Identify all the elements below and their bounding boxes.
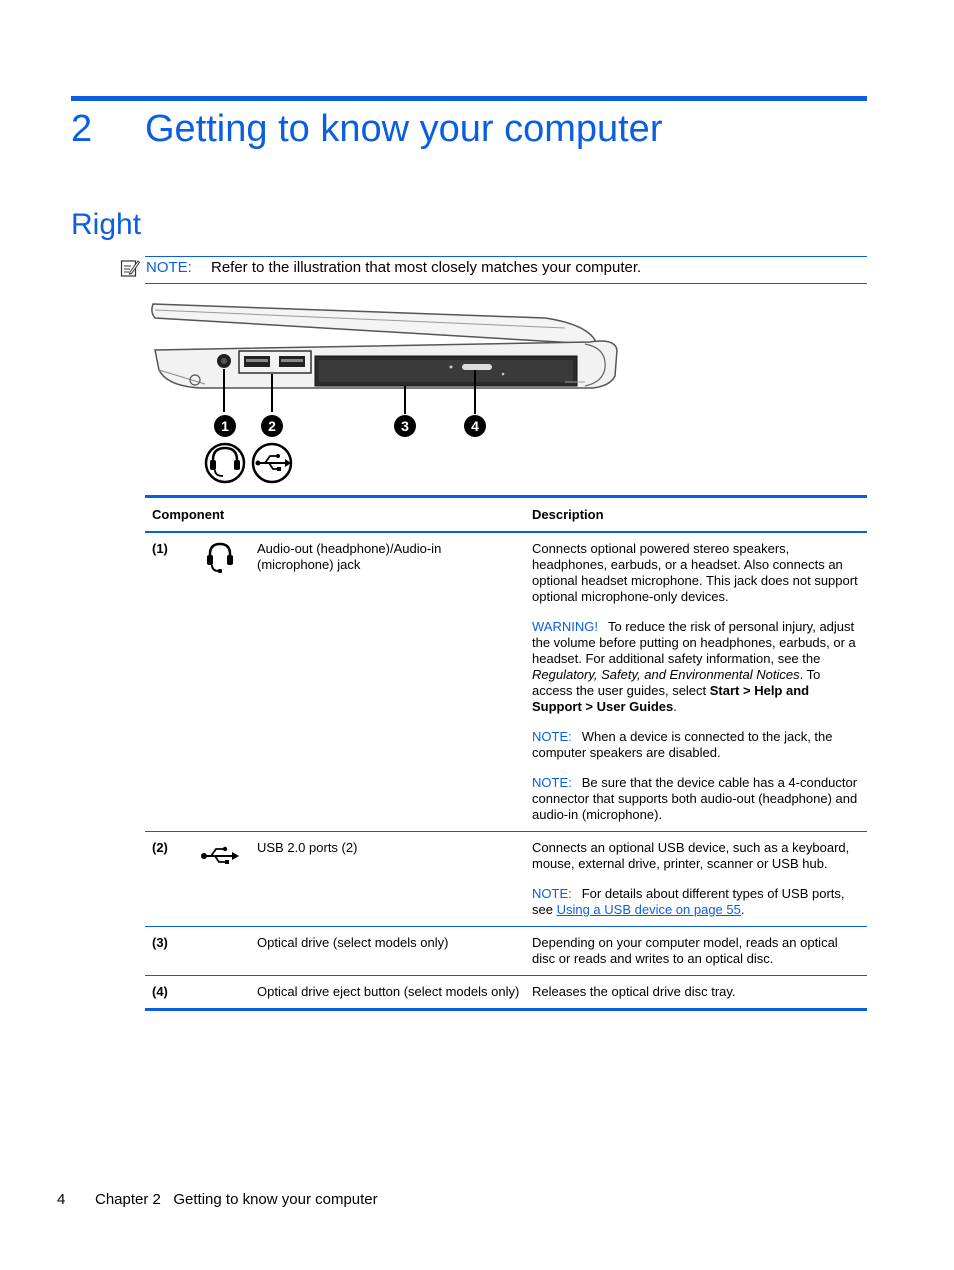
row-number: (1): [145, 532, 196, 832]
component-name: Audio-out (headphone)/Audio-in (microphone) jack: [257, 532, 532, 832]
warning-label: WARNING!: [532, 619, 598, 634]
svg-text:1: 1: [221, 418, 229, 434]
warning-text-2: . To access the user guides, select: [532, 667, 821, 698]
row-icon-cell: [196, 927, 257, 976]
warning-path: Start > Help and Support > User Guides: [532, 683, 810, 714]
callout-2: [261, 415, 283, 437]
svg-text:4: 4: [471, 418, 479, 434]
warning-end: .: [673, 699, 677, 714]
table-row: [145, 532, 867, 832]
callout-4: [464, 415, 486, 437]
components-table: [145, 495, 867, 1011]
note-pencil-icon: [120, 258, 140, 278]
headphone-icon: [206, 444, 244, 482]
chapter-rule: [71, 96, 867, 101]
note-end: .: [740, 902, 745, 917]
usb-icon: [200, 846, 240, 866]
note-paragraph: [532, 729, 859, 761]
chapter-number: 2: [71, 108, 93, 150]
component-header: Component: [145, 497, 532, 533]
warning-text: To reduce the risk of personal injury, adjust the volume before putting on headphones, earbuds, or a headset. For additional safety information, see the: [532, 619, 856, 666]
note-label: NOTE:: [532, 775, 572, 790]
component-description: Releases the optical drive disc tray.: [532, 984, 736, 999]
description-text: Connects an optional USB device, such as a keyboard, mouse, external drive, printer, scanner or USB hub.: [532, 840, 850, 871]
note-paragraph: [532, 775, 859, 823]
footer-page-number: 4: [57, 1191, 66, 1208]
table-row: [145, 927, 867, 976]
note-paragraph: [532, 886, 859, 918]
note-text: When a device is connected to the jack, the computer speakers are disabled.: [532, 729, 833, 760]
row-icon-cell: [196, 976, 257, 1010]
chapter-title: Getting to know your computer: [145, 108, 663, 150]
usb-device-link[interactable]: Using a USB device on page 55: [556, 902, 741, 917]
row-icon-cell: [196, 832, 257, 927]
table-row: [145, 976, 867, 1010]
note-text: Refer to the illustration that most closely matches your computer.: [211, 259, 642, 276]
usb-icon: [253, 444, 291, 482]
component-description: Depending on your computer model, reads an optical disc or reads and writes to an optical disc.: [532, 927, 867, 976]
row-icon-cell: [196, 532, 257, 832]
row-number: (3): [145, 927, 196, 976]
warning-italic-title: Regulatory, Safety, and Environmental Notices: [532, 667, 800, 682]
footer-chapter-text: [95, 1190, 378, 1210]
svg-text:2: 2: [268, 418, 276, 434]
component-name: Optical drive eject button (select models only): [257, 984, 520, 999]
laptop-right-side-illustration: [145, 298, 625, 488]
callout-3: [394, 415, 416, 437]
note-text: Be sure that the device cable has a 4-conductor connector that supports both audio-out (headphone) and audio-in (microphone).: [532, 775, 858, 822]
table-row: [145, 832, 867, 927]
footer-text: Chapter 2 Getting to know your computer: [95, 1191, 378, 1208]
note-label: NOTE:: [532, 729, 572, 744]
description-header: Description: [532, 497, 867, 533]
section-title: Right: [71, 208, 142, 241]
headphone-icon: [202, 539, 238, 575]
laptop-lid: [152, 304, 595, 344]
callout-1: [214, 415, 236, 437]
row-number: (4): [152, 984, 168, 999]
component-name: USB 2.0 ports (2): [257, 832, 532, 927]
note-label: NOTE:: [146, 259, 192, 276]
component-description: [532, 832, 867, 927]
component-description: [532, 532, 867, 832]
svg-text:3: 3: [401, 418, 409, 434]
component-name: Optical drive (select models only): [257, 927, 532, 976]
eject-button: [462, 364, 492, 370]
note-label: NOTE:: [532, 886, 572, 901]
table-header-row: [145, 497, 867, 533]
description-text: Connects optional powered stereo speakers, headphones, earbuds, or a headset. Also connects an optional headset microphone. This jack does not support optional microphone-only devices.: [532, 541, 858, 604]
note-text: For details about different types of USB ports, see: [532, 886, 845, 917]
warning-paragraph: [532, 619, 859, 715]
row-number: (2): [145, 832, 196, 927]
